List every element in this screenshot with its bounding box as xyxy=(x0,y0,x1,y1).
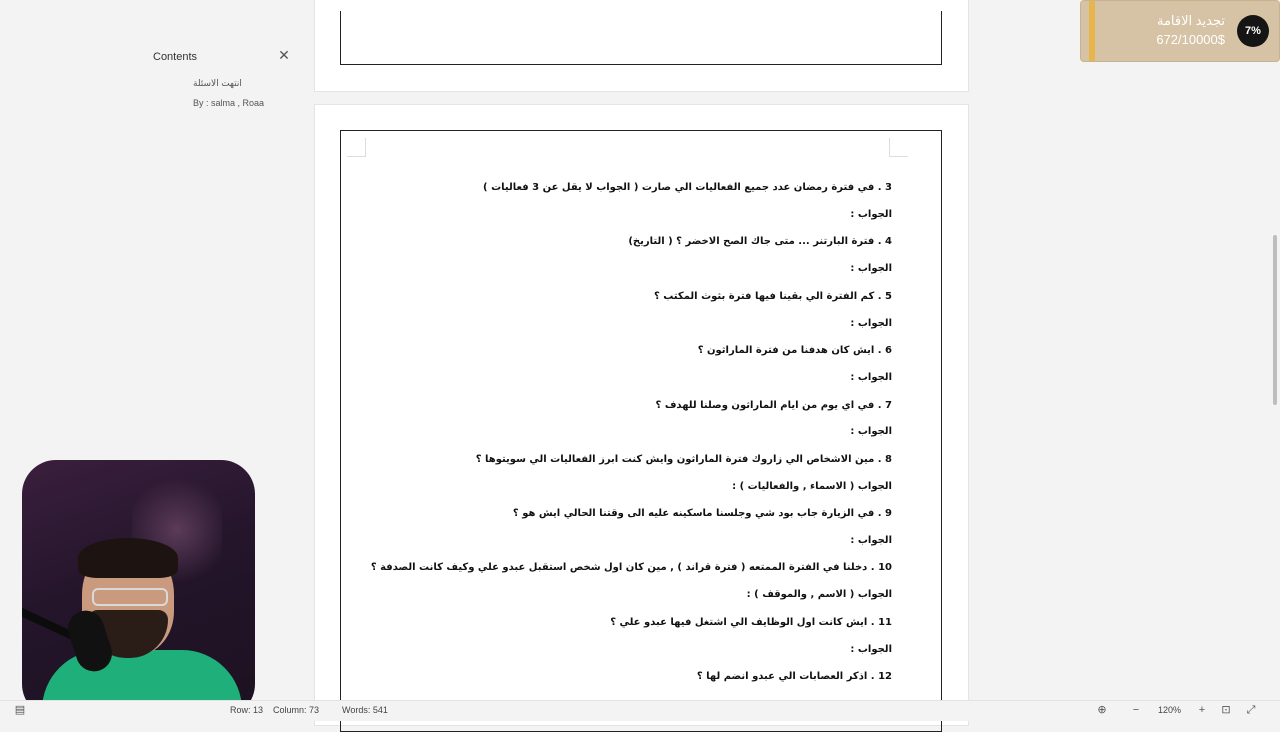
page-border xyxy=(340,11,942,65)
answer-line: الجواب : xyxy=(850,263,892,274)
percent-badge: 7% xyxy=(1237,15,1269,47)
toc-item[interactable]: By : salma , Roaa xyxy=(193,98,265,108)
globe-icon[interactable]: ⊕ xyxy=(1097,704,1107,716)
webcam-overlay xyxy=(22,460,255,718)
residency-renewal-alert xyxy=(1080,0,1280,62)
answer-line: الجواب : xyxy=(850,372,892,383)
zoom-in-button[interactable]: + xyxy=(1198,704,1206,716)
toc-item[interactable]: انتهت الاسئلة xyxy=(193,78,242,88)
status-bar xyxy=(0,700,1280,721)
zoom-out-button[interactable]: − xyxy=(1132,704,1140,716)
alert-title: تجديد الاقامة xyxy=(1156,13,1225,28)
question-line: 5 . كم الفترة الي بقينا فيها فترة بثوث المكتب ؟ xyxy=(653,291,892,302)
close-icon[interactable]: ✕ xyxy=(278,47,290,63)
glasses xyxy=(92,588,168,606)
question-line: 12 . اذكر العصابات الي عبدو انضم لها ؟ xyxy=(696,671,892,682)
alert-amount: 672/10000$ xyxy=(1156,32,1225,47)
column-indicator: Column: 73 xyxy=(273,705,320,715)
fit-page-icon[interactable]: ⊡ xyxy=(1221,704,1231,716)
document-page[interactable] xyxy=(314,104,969,726)
question-line: 11 . ايش كانت اول الوظايف الي اشتغل فيها عبدو علي ؟ xyxy=(610,617,892,628)
fullscreen-icon[interactable]: ⤢ xyxy=(1246,704,1256,716)
contents-title: Contents xyxy=(153,51,198,63)
answer-line: الجواب : xyxy=(850,318,892,329)
answer-line: الجواب : xyxy=(850,535,892,546)
alert-progress-stripe xyxy=(1089,1,1095,61)
scrollbar-thumb[interactable] xyxy=(1273,235,1277,405)
margin-marker xyxy=(889,138,908,157)
question-line: 4 . فترة البارتنر ... متى جاك الصح الاخضر ؟ ( التاريخ) xyxy=(628,236,892,247)
person-hair xyxy=(78,538,178,578)
question-line: 6 . ايش كان هدفنا من فترة الماراثون ؟ xyxy=(697,345,892,356)
document-page-previous xyxy=(314,0,969,92)
word-count[interactable]: Words: 541 xyxy=(342,705,388,715)
vertical-scrollbar[interactable] xyxy=(1271,30,1280,700)
question-line: 10 . دخلنا في الفترة الممتعه ( فترة قراند ) , مين كان اول شخص استقبل عبدو علي وكيف كانت الصدفة ؟ xyxy=(370,562,892,573)
page-view-icon[interactable]: ▤ xyxy=(14,704,26,716)
question-line: 7 . في اي يوم من ايام الماراثون وصلنا للهدف ؟ xyxy=(655,400,892,411)
answer-line: الجواب : xyxy=(850,426,892,437)
question-line: 8 . مين الاشخاص الي زاروك فترة الماراثون وايش كنت ابرز الفعاليات الي سويتوها ؟ xyxy=(475,454,892,465)
answer-line: الجواب ( الاسم , والموقف ) : xyxy=(746,589,892,600)
answer-line: الجواب ( الاسماء , والفعاليات ) : xyxy=(732,481,892,492)
answer-line: الجواب : xyxy=(850,209,892,220)
margin-marker xyxy=(347,138,366,157)
answer-line: الجواب : xyxy=(850,644,892,655)
row-indicator: Row: 13 xyxy=(230,705,264,715)
question-line: 3 . في فترة رمضان عدد جميع الفعاليات الي صارت ( الجواب لا يقل عن 3 فعاليات ) xyxy=(483,182,892,193)
question-line: 9 . في الزيارة جاب بود شي وجلسنا ماسكينه عليه الى وقتنا الحالي ايش هو ؟ xyxy=(512,508,892,519)
zoom-level[interactable]: 120% xyxy=(1158,705,1182,715)
